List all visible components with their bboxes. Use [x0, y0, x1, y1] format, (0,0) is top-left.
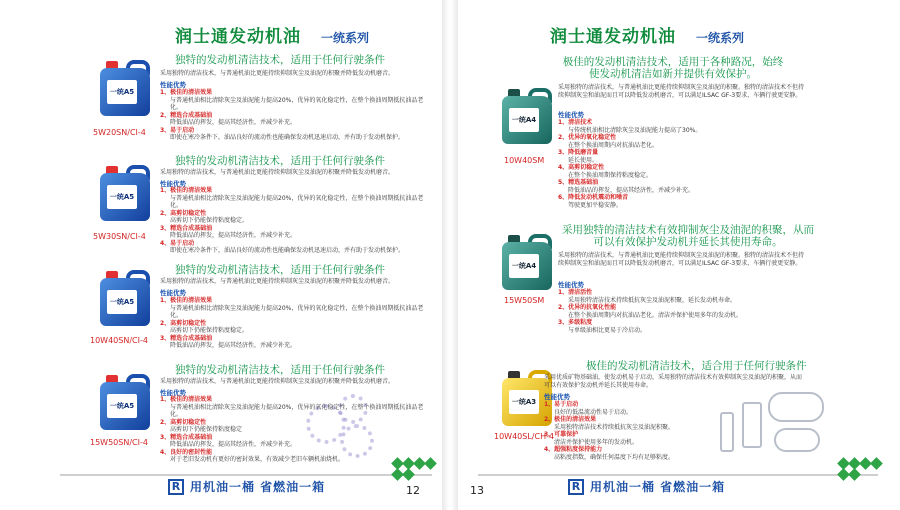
product-headline: 独特的发动机清洁技术，适用于任何行驶条件 [175, 364, 385, 376]
product-code: 15W50SM [504, 296, 545, 305]
feature-item: 3、多级粘度 与单级油相比更易于冷启动。 [558, 319, 647, 334]
page-number: 13 [470, 484, 484, 497]
performance-heading: 性能优势 [160, 81, 186, 89]
series-name: 一统系列 [321, 31, 370, 45]
performance-heading: 性能优势 [558, 281, 584, 289]
product-intro: 采用独特的清洁技术，与普通机油比更能持续抑制灰尘及油泥的积聚。独特的清洁技术不但持续抑制灰尘和油泥而且可以降低发动机磨音，可以满足ILSAC GF-3要求，车辆行驶更安静。 [558, 84, 805, 99]
product-intro: 采用独特的清洁技术，与普通机油比更能持续抑制灰尘及油泥的积聚并降低发动机磨音。 [160, 70, 395, 77]
bottle-label: 一统A5 [107, 290, 137, 314]
feature-list [160, 187, 435, 255]
footer-divider [60, 474, 432, 476]
book-gutter [442, 0, 458, 510]
feature-item: 1、清洁技术 与传统机油相比清除灰尘及油泥能力提高了30%。 [558, 119, 702, 134]
page-number: 12 [406, 484, 420, 497]
bottle-label: 一统A5 [107, 80, 137, 104]
product-headline: 极佳的发动机清洁技术，适合用于任何行驶条件 [586, 360, 807, 372]
feature-item: 1、极佳的清洁效果 与普通机油相比清除灰尘及油泥能力提高20%，优异的氧化稳定性，在整个换油周期抵抗油品老化。 [160, 396, 424, 418]
series-name: 一统系列 [696, 31, 745, 45]
performance-heading: 性能优势 [544, 393, 570, 401]
product-code: 15W50SN/CI-4 [90, 438, 148, 447]
feature-list [558, 119, 806, 209]
oil-bottle-image [96, 372, 154, 432]
product-code: 5W20SN/CI-4 [93, 128, 146, 137]
bottle-label: 一统A5 [107, 394, 137, 418]
page-header [175, 22, 369, 48]
bottle-label: 一统A3 [509, 390, 539, 414]
feature-item: 4、良好的密封性能 对于老旧发动机有更好的密封效果，有效减少老旧车辆机油烧机。 [160, 448, 345, 463]
product-headline: 极佳的发动机清洁技术，适用于各种路况，始终使发动机清洁如新并提供有效保护。 [562, 56, 784, 80]
brand-logo-icon: R [568, 479, 584, 495]
product-code: 5W30SN/CI-4 [93, 232, 146, 241]
product-intro: 采用独特的清洁技术，与普通机油比更能持续抑制灰尘及油泥的积聚并降低发动机磨音。 [160, 278, 395, 285]
feature-item: 5、精选基础油 降低油品的挥发，提高其经济性，并减少补充。 [558, 179, 695, 194]
product-code: 10W40SL/CH-4 [494, 432, 555, 441]
product-section [0, 155, 442, 260]
catalog-page-left [0, 0, 442, 510]
feature-item: 3、可靠保护 清洁并保护使用多年的发动机。 [544, 431, 639, 446]
catalog-page-right [458, 0, 900, 510]
oil-bottle-image [498, 232, 556, 292]
product-code: 10W40SM [504, 156, 545, 165]
footer-slogan: 用机油一桶 省燃油一箱 [190, 480, 326, 494]
feature-list [160, 89, 435, 142]
product-code: 10W40SN/CI-4 [90, 336, 148, 345]
feature-item: 3、精选合成基础油 降低油品的挥发，提高其经济性，并减少补充。 [160, 334, 297, 349]
feature-item: 2、优异的抗氧化性能 在整个换油周期内对抗油品老化。清洁并保护使用多年的发动机。 [558, 304, 743, 319]
feature-item: 3、精选合成基础油 降低油品的挥发，提高其经济性，并减少补充。 [160, 224, 297, 239]
product-intro: 采用优质矿物基础油，使发动机易于启动，采用独特的清洁技术有效抑制灰尘及油泥的积聚，从而可以有效保护发动机并延长其使用寿命。 [544, 374, 803, 389]
oil-bottle-image [96, 163, 154, 223]
oil-bottle-image [96, 268, 154, 328]
feature-item: 3、易于启动 即使在寒冷条件下，油品良好的流动性也能确保发动机迅速启动，并有助于发动机保护。 [160, 126, 405, 141]
feature-item: 3、精选合成基础油 降低油品的挥发，提高其经济性，并减少补充。 [160, 433, 297, 448]
product-section [0, 362, 442, 462]
feature-item: 2、极佳的清洁效果 采用独特清洁技术持续抵抗灰尘及油泥积聚。 [544, 416, 675, 431]
performance-heading: 性能优势 [160, 180, 186, 188]
page-title: 润士通发动机油 [175, 27, 301, 47]
feature-item: 1、易于启动 良好的低温流动性易于启动。 [544, 401, 633, 416]
feature-item: 4、超强粘度保持能力 高粘度指数，确保任何温度下均有足够粘度。 [544, 446, 675, 461]
feature-list [558, 289, 808, 334]
hexagon-decoration [392, 458, 436, 480]
hexagon-decoration [838, 458, 882, 480]
feature-list [160, 396, 435, 464]
feature-list [160, 297, 435, 350]
feature-item: 2、精选合成基础油 降低油品的挥发，提高其经济性，并减少补充。 [160, 111, 297, 126]
bottle-label: 一统A5 [107, 185, 137, 209]
product-section [0, 52, 442, 152]
product-headline: 采用独特的清洁技术有效抑制灰尘及油泥的积聚，从而可以有效保护发动机并延长其使用寿命。 [562, 224, 814, 248]
performance-heading: 性能优势 [160, 389, 186, 397]
feature-item: 1、清洁活性 采用独特清洁技术持续抵抗灰尘及油泥积聚，延长发动机寿命。 [558, 289, 737, 304]
page-footer [568, 478, 725, 495]
product-section [458, 52, 900, 222]
feature-item: 3、降低磨音量 延长使用。 [558, 149, 599, 164]
product-headline: 独特的发动机清洁技术，适用于任何行驶条件 [175, 54, 385, 66]
performance-heading: 性能优势 [160, 289, 186, 297]
feature-list [544, 401, 724, 461]
oil-bottle-image [96, 58, 154, 118]
footer-slogan: 用机油一桶 省燃油一箱 [590, 480, 726, 494]
brand-logo-icon: R [168, 479, 184, 495]
product-intro: 采用独特的清洁技术，与普通机油比更能持续抑制灰尘及油泥的积聚并降低发动机磨音。 [160, 378, 395, 385]
feature-item: 2、高剪切稳定性 高剪切下仍能保持粘度稳定 [160, 418, 243, 433]
feature-item: 1、极佳的清洁效果 与普通机油相比清除灰尘及油泥能力提高20%，优异的氧化稳定性，在整个换油周期抵抗油品老化。 [160, 297, 424, 319]
footer-divider [478, 474, 878, 476]
product-headline: 独特的发动机清洁技术，适用于任何行驶条件 [175, 264, 385, 276]
page-header [550, 22, 744, 48]
feature-item: 2、高剪切稳定性 高剪切下仍能保持粘度稳定。 [160, 319, 249, 334]
product-intro: 采用独特的清洁技术，与普通机油比更能持续抑制灰尘及油泥的积聚。独特的清洁技术不但持续抑制灰尘和油泥而且可以降低发动机磨音，可以满足ILSAC GF-3要求，车辆行驶更安静。 [558, 252, 805, 267]
product-section [458, 222, 900, 342]
bottle-label: 一统A4 [509, 254, 539, 278]
feature-item: 6、降低发动机震动和噪音 驾驶更加平稳安静。 [558, 194, 629, 209]
feature-item: 4、高剪切稳定性 在整个换油周期保持粘度稳定。 [558, 164, 653, 179]
product-headline: 独特的发动机清洁技术，适用于任何行驶条件 [175, 155, 385, 167]
product-intro: 采用独特的清洁技术，与普通机油比更能持续抑制灰尘及油泥的积聚并降低发动机磨音。 [160, 169, 395, 176]
bottle-label: 一统A4 [509, 108, 539, 132]
page-title: 润士通发动机油 [550, 27, 676, 47]
feature-item: 1、极佳的清洁效果 与普通机油相比清除灰尘及油泥能力提高20%，优异的氧化稳定性，在整个换油周期抵抗油品老化。 [160, 187, 424, 209]
product-section [0, 262, 442, 362]
oil-bottle-image [498, 86, 556, 146]
feature-item: 4、易于启动 即使在寒冷条件下，油品良好的流动性也能确保发动机迅速启动，并有助于发动机保护。 [160, 239, 405, 254]
page-footer [168, 478, 325, 495]
feature-item: 2、优异的氧化稳定性 在整个换油周期内对抗油品老化。 [558, 134, 659, 149]
performance-heading: 性能优势 [558, 111, 584, 119]
product-section [458, 340, 900, 470]
feature-item: 2、高剪切稳定性 高剪切下仍能保持粘度稳定。 [160, 209, 249, 224]
feature-item: 1、极佳的清洁效果 与普通机油相比清除灰尘及油泥能力提高20%，优异的氧化稳定性，在整个换油周期抵抗油品老化。 [160, 89, 424, 111]
